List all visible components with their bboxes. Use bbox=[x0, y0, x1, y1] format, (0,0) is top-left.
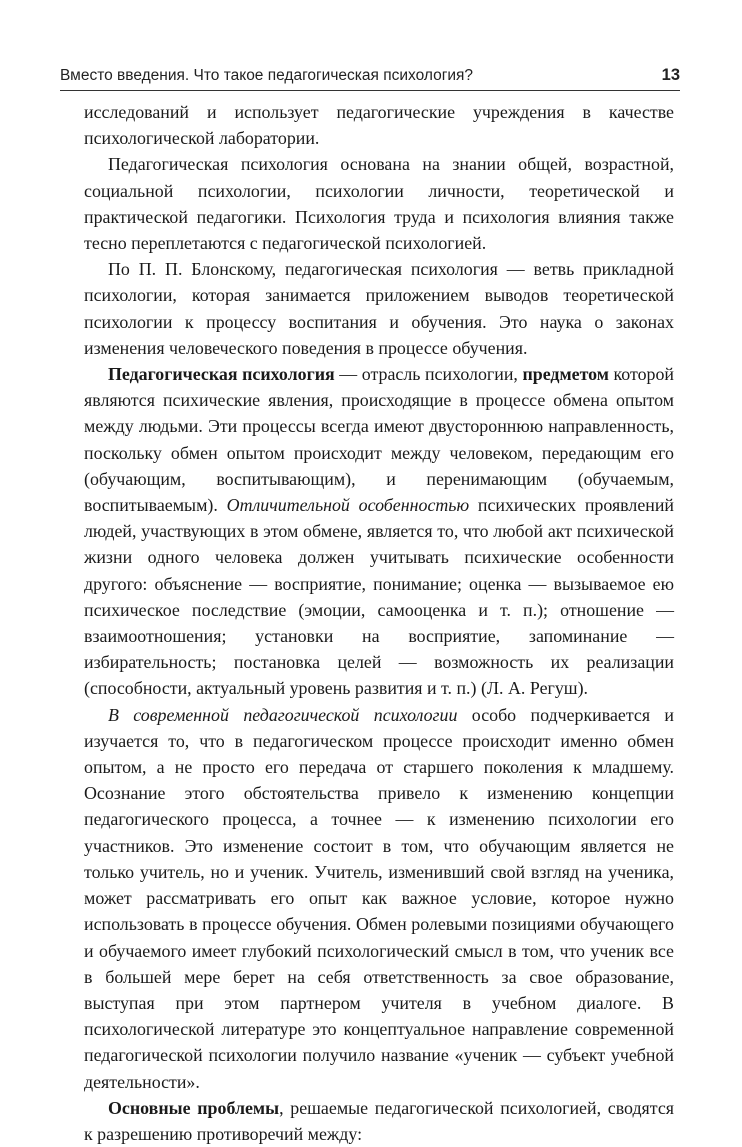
paragraph-continuation: исследований и использует педагогические учреждения в качестве психологической лаборатории. bbox=[84, 102, 674, 149]
term-pedagogical-psychology: Педагогическая психология bbox=[108, 364, 335, 385]
term-distinctive-feature: Отличительной особенностью bbox=[226, 495, 470, 516]
problems-text: , решаемые педагогической психологией, сводятся к разрешению противоречий между: bbox=[84, 1097, 674, 1144]
definition-text-3: психических проявлений людей, участвующих в этом обмене, является то, что любой акт психической жизни одного человека должен учитывать психические особенности другого: объяснение — восприятие, понимание; оценка — вызываемое ею психическое последствие (эмоции, самооценка и т. п.); отношение — взаимоотношения; установки на восприятие, запоминание — избирательность; постановка целей — возможность их реализации (способности, актуальный уровень развития и т. п.) (Л. А. Регуш). bbox=[84, 495, 674, 699]
definition-text-2: которой являются психические явления, происходящие в процессе обмена опытом между людьми. Эти процессы всегда имеют двустороннюю направленность, поскольку обмен опытом происходит между человеком, передающим его (обучающим, воспитывающим), и перенимающим (обучаемым, воспитываемым). bbox=[84, 364, 674, 516]
term-subject: предметом bbox=[522, 364, 609, 385]
term-modern-psychology: В современной педагогической психологии bbox=[108, 704, 458, 725]
paragraph-definition bbox=[84, 361, 674, 702]
page-body bbox=[84, 99, 674, 1147]
header-rule bbox=[60, 90, 680, 91]
paragraph-foundations: Педагогическая психология основана на знании общей, возрастной, социальной психологии, психологии личности, теоретической и практической педагогики. Психология труда и психология влияния также тесно переплетаются с педагогической психологией. bbox=[84, 154, 674, 254]
definition-text-1: — отрасль психологии, bbox=[334, 364, 523, 385]
modern-text: особо подчеркивается и изучается то, что в педагогическом процессе происходит именно обмен опытом, а не просто его передача от старшего поколения к младшему. Осознание этого обстоятельства привело к изменению концепции педагогического процесса, а точнее — к изменению психологии его участников. Это изменение состоит в том, что обучающим является не только учитель, но и ученик. Учитель, изменивший свой взгляд на ученика, может рассматривать его опыт как важное условие, которое нужно использовать в процессе обучения. Обмен ролевыми позициями обучающего и обучаемого имеет глубокий психологический смысл в том, что ученик все в большей мере берет на себя ответственность за свое образование, выступая при этом партнером учителя в учебном диалоге. В психологической литературе это концептуальное направление современной педагогической психологии получило название «ученик — субъект учебной деятельности». bbox=[84, 704, 675, 1092]
running-header bbox=[60, 66, 680, 85]
page-number: 13 bbox=[661, 66, 680, 84]
chapter-title: Вместо введения. Что такое педагогическая психология? bbox=[60, 67, 474, 84]
paragraph-problems bbox=[84, 1095, 674, 1147]
paragraph-blonsky: По П. П. Блонскому, педагогическая психология — ветвь прикладной психологии, которая занимается приложением выводов теоретической психологии к процессу воспитания и обучения. Это наука о законах изменения человеческого поведения в процессе обучения. bbox=[84, 259, 674, 358]
term-main-problems: Основные проблемы bbox=[108, 1097, 280, 1118]
paragraph-modern bbox=[84, 702, 674, 1095]
